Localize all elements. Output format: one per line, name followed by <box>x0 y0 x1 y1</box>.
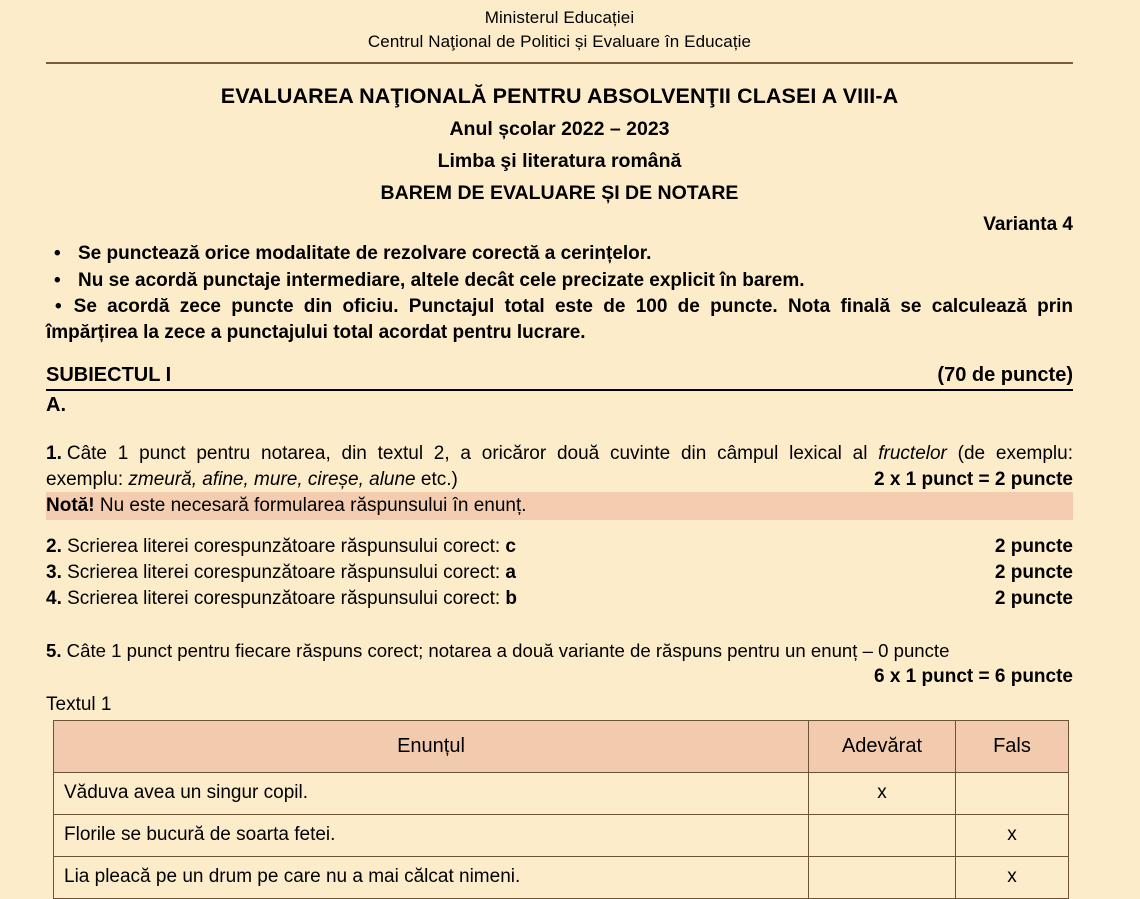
question-3-score: 2 puncte <box>994 562 1073 583</box>
exam-subject: Limba şi literatura română <box>437 150 682 172</box>
grading-rule-text: Se acordă zece puncte din oficiu. Punctajul total este de 100 de puncte. Nota finală se calculează prin împărțirea la zece a punctajului total acordat pentru lucrare. <box>46 296 1073 343</box>
question-4-row <box>46 586 1073 612</box>
column-header-false: Fals <box>956 721 1069 773</box>
table-header-row <box>54 721 1069 773</box>
question-4-answer: b <box>505 588 518 609</box>
question-4-number: 4. <box>46 588 62 609</box>
questions-2-4-list <box>46 534 1073 612</box>
question-1-example-words: zmeură, afine, mure, cireșe, alune <box>128 468 416 490</box>
false-mark-cell: x <box>956 815 1069 857</box>
question-1-examples-wrap <box>46 467 458 493</box>
subject-heading <box>46 362 1073 391</box>
true-false-table <box>53 720 1069 899</box>
evaluation-center-name: Centrul Naţional de Politici și Evaluare în Educație <box>367 32 752 51</box>
true-mark-cell <box>809 815 956 857</box>
question-3-answer: a <box>505 562 516 583</box>
question-2-score: 2 puncte <box>994 536 1073 557</box>
bullet-icon: • <box>54 269 61 291</box>
grading-rule-text: Se punctează orice modalitate de rezolvare corectă a cerințelor. <box>78 243 652 264</box>
table-row <box>54 773 1069 815</box>
note-text: Nu este necesară formularea răspunsului în enunț. <box>94 495 527 516</box>
subject-points: (70 de puncte) <box>937 364 1073 386</box>
true-mark-cell: x <box>809 773 956 815</box>
question-2-text: Scrierea literei corespunzătoare răspunsului corect: <box>61 536 506 557</box>
subject-title: SUBIECTUL I <box>46 364 172 386</box>
question-5-score: 6 x 1 punct = 6 puncte <box>873 666 1073 687</box>
column-header-true: Adevărat <box>809 721 956 773</box>
note-highlight-row <box>46 492 1073 520</box>
institution-header <box>46 0 1073 54</box>
false-mark-cell <box>956 773 1069 815</box>
table-row <box>54 815 1069 857</box>
question-4-text: Scrierea literei corespunzătoare răspunsului corect: <box>61 588 506 609</box>
question-3-number: 3. <box>46 562 62 583</box>
table-row <box>54 857 1069 899</box>
question-2-row <box>46 534 1073 560</box>
statement-cell: Lia pleacă pe un drum pe care nu a mai călcat nimeni. <box>54 857 809 899</box>
question-3-text: Scrierea literei corespunzătoare răspunsului corect: <box>61 562 506 583</box>
question-1-italic-term: fructelor <box>878 443 947 464</box>
question-1-number: 1. <box>46 443 62 464</box>
grading-rules-list <box>46 241 1073 345</box>
question-4-score: 2 puncte <box>994 588 1073 609</box>
question-5-number: 5. <box>46 640 62 661</box>
question-5-text: Câte 1 punct pentru fiecare răspuns corect; notarea a două variante de răspuns pentru un enunț – 0 puncte <box>61 640 950 661</box>
grading-rule-text-wrap <box>46 294 1073 345</box>
statement-cell: Văduva avea un singur copil. <box>54 773 809 815</box>
statement-cell: Florile se bucură de soarta fetei. <box>54 815 809 857</box>
text-source-label: Textul 1 <box>46 694 112 715</box>
question-2-text-wrap <box>46 534 516 560</box>
question-5-text-line <box>46 638 1073 664</box>
true-mark-cell <box>809 857 956 899</box>
question-1-continuation: (de exemplu: <box>946 443 1073 464</box>
question-2-answer: c <box>505 536 516 557</box>
question-1-score: 2 x 1 punct = 2 puncte <box>873 468 1073 490</box>
question-1-examples-lead: exemplu: <box>46 468 129 490</box>
school-year: Anul școlar 2022 – 2023 <box>449 118 670 140</box>
question-1-second-line <box>46 467 1073 493</box>
exam-title-block <box>46 80 1073 209</box>
question-1-examples-tail: etc.) <box>415 468 458 490</box>
false-mark-cell: x <box>956 857 1069 899</box>
variant-label: Varianta 4 <box>983 214 1073 235</box>
section-letter: A. <box>46 394 66 416</box>
exam-title: EVALUAREA NAŢIONALĂ PENTRU ABSOLVENŢII CLASEI A VIII-A <box>220 84 899 108</box>
document-type: BAREM DE EVALUARE ȘI DE NOTARE <box>380 182 739 204</box>
question-1-body: Câte 1 punct pentru notarea, din textul 2, a oricăror două cuvinte din câmpul lexical al <box>66 443 879 464</box>
question-1-block <box>46 441 1073 492</box>
question-2-number: 2. <box>46 536 62 557</box>
ministry-name: Ministerul Educației <box>484 8 635 27</box>
true-false-table-wrapper <box>46 720 1073 899</box>
grading-rule-item <box>46 241 1073 267</box>
bullet-icon: • <box>55 296 62 317</box>
question-1-text <box>46 441 1073 467</box>
note-label: Notă! <box>46 495 95 516</box>
column-header-statement: Enunțul <box>54 721 809 773</box>
bullet-icon: • <box>54 243 61 264</box>
question-3-row <box>46 560 1073 586</box>
question-3-text-wrap <box>46 560 516 586</box>
grading-rule-item <box>46 294 1073 345</box>
question-5-block <box>46 638 1073 690</box>
grading-rule-item <box>46 268 1073 294</box>
header-divider <box>46 62 1073 64</box>
grading-rule-text: Nu se acordă punctaje intermediare, altele decât cele precizate explicit în barem. <box>78 269 805 291</box>
question-4-text-wrap <box>46 586 517 612</box>
